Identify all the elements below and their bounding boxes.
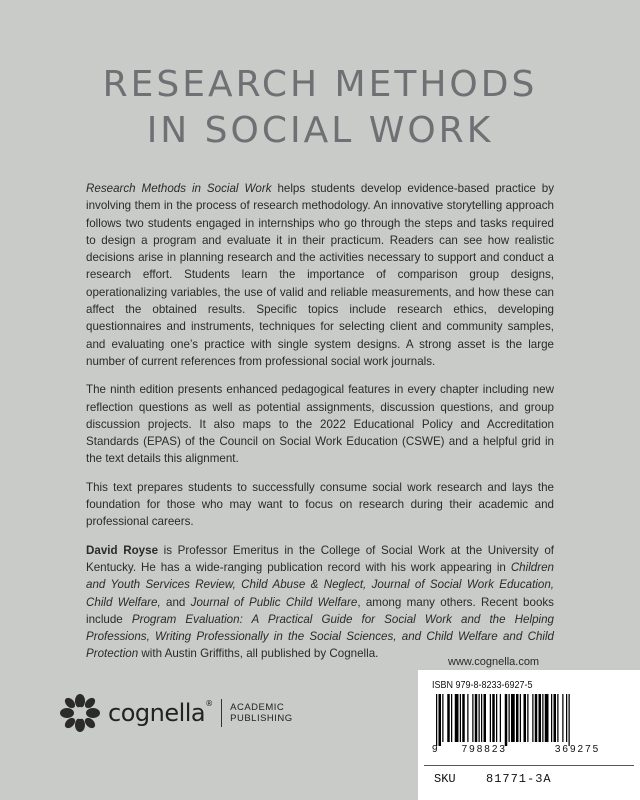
barcode-bar (447, 694, 450, 742)
isbn-label: ISBN 979-8-8233-6927-5 (432, 680, 533, 691)
barcode-panel (418, 670, 640, 800)
barcode-bar (481, 694, 482, 742)
barcode-bar (509, 694, 510, 742)
description-paragraph-2: The ninth edition presents enhanced pedagogical features in every chapter including new reflection questions as well as potential assignments, discussion questions, and group discussion projects. It also maps to the 2022 Educational Policy and Accreditation Standards (EPAS) of the Council on Social Work Education (CSWE) and a helpful grid in the text details this alignment. (86, 383, 554, 466)
publisher-logo (58, 693, 293, 733)
barcode-bar (442, 694, 443, 742)
author-name: David Royse (86, 543, 159, 557)
barcode-digits: 9 798823 369275 (432, 744, 601, 755)
logo-divider (221, 699, 223, 727)
barcode-bar (479, 694, 480, 742)
publisher-tagline: ACADEMIC PUBLISHING (230, 702, 293, 724)
back-cover-description (86, 180, 554, 674)
description-paragraph-3: This text prepares students to successfully consume social work research and lays the foundation for those who may want to focus on research during their academic and professional careers. (86, 480, 554, 529)
title-line-1: RESEARCH METHODS (102, 64, 538, 105)
barcode-bar (472, 694, 473, 742)
barcode-bar (554, 694, 557, 742)
barcode-bar (542, 694, 543, 742)
barcode-bar (532, 694, 533, 742)
publisher-name: cognella® (108, 699, 213, 727)
publisher-website: www.cognella.com (448, 656, 540, 668)
barcode-bar (436, 694, 437, 746)
barcode-bar (484, 694, 487, 742)
barcode-bar (524, 694, 527, 742)
barcode-bar (545, 694, 549, 742)
barcode-bar (569, 694, 570, 746)
barcode-bar (557, 694, 558, 742)
barcode-bar (505, 694, 508, 746)
title-line-2: IN SOCIAL WORK (146, 110, 494, 151)
barcode-bar (455, 694, 459, 742)
book-title-italic: Research Methods in Social Work (86, 182, 272, 195)
description-paragraph-1: Research Methods in Social Work helps students develop evidence-based practice by involving them in the process of research methodology. An innovative storytelling approach follows two students engaged in internships who go through the steps and tasks required to design a program and evaluate it in their practicum. Readers can see how realistic decisions arise in planning research and the activities necessary to support and conduct a research effort. Students learn the importance of comparison group designs, operationalizing variables, the use of valid and reliable measurements, and how these can affect the obtained results. Specific topics include research ethics, developing questionnaires and instruments, techniques for selecting client and community samples, and evaluating one’s practice with single system designs. A strong asset is the large number of current references from professional social work journals. (86, 182, 554, 368)
barcode-bar (511, 694, 515, 742)
barcode-bar (527, 694, 528, 742)
barcode-bar (566, 694, 567, 742)
barcode-bar (496, 694, 497, 742)
isbn-barcode (432, 694, 626, 746)
barcode-bar (462, 694, 465, 742)
barcode-bar (500, 694, 501, 742)
book-title (0, 62, 640, 154)
author-bio: David Royse is Professor Emeritus in the College of Social Work at the University of Kentucky. He has a wide-ranging publication record with his work appearing in Children and Youth Services Review, Child Abuse & Neglect, Journal of Social Work Education, Child Welfare, and Journal of Public Child Welfare, among many others. Recent books include Program Evaluation: A Practical Guide for Social Work and the Helping Professions, Writing Professionally in the Social Sciences, and Child Welfare and Child Protection with Austin Griffiths, all published by Cognella. (86, 543, 554, 661)
barcode-bar (539, 694, 542, 742)
barcode-bar (475, 694, 478, 742)
barcode-bar (439, 694, 442, 746)
barcode-bar (516, 694, 519, 742)
barcode-bar (460, 694, 461, 742)
barcode-bar (451, 694, 452, 742)
barcode-bar (562, 694, 563, 742)
barcode-bar (467, 694, 468, 742)
cognella-logo-icon (58, 693, 102, 733)
barcode-bar (492, 694, 495, 742)
barcode-bar (551, 694, 552, 742)
barcode-bar (490, 694, 491, 742)
sku-line: SKU 81771-3A (424, 765, 634, 790)
barcode-bar (535, 694, 538, 742)
barcode-bar (520, 694, 521, 742)
